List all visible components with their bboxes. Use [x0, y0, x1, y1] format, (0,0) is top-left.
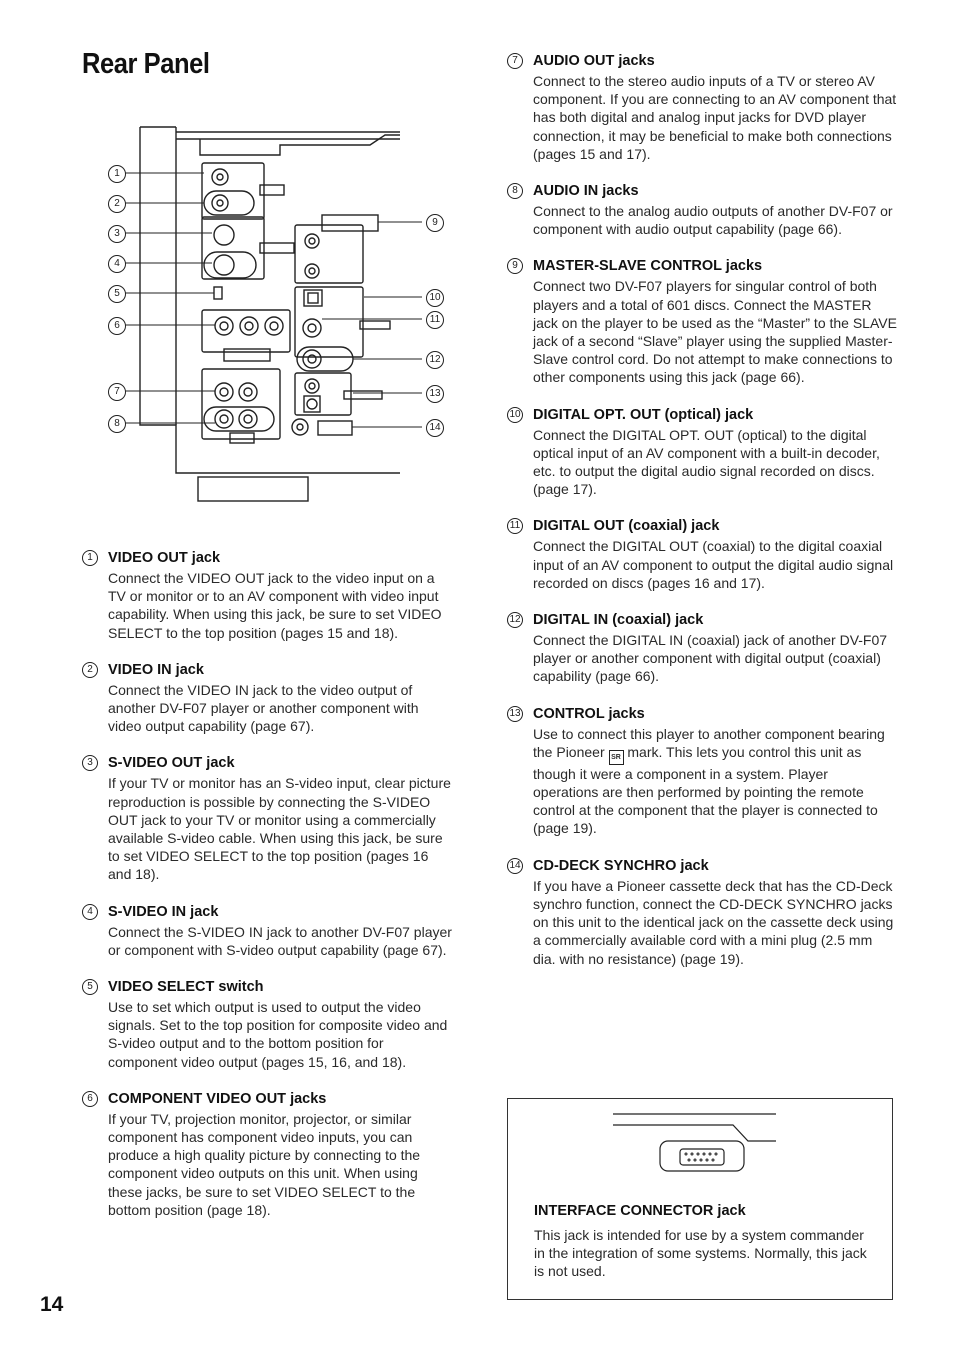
interface-body: This jack is intended for use by a system commander in the integration of some systems. Normally, this jack is not used. [534, 1227, 867, 1280]
callout-14: 14 [426, 419, 444, 437]
item-control [507, 704, 897, 838]
item-number: 1 [82, 550, 98, 566]
item-number: 3 [82, 755, 98, 771]
page-number: 14 [40, 1293, 64, 1316]
item-body [533, 725, 897, 838]
item-title: AUDIO IN jacks [533, 183, 639, 200]
item-number: 11 [507, 518, 523, 534]
item-body: Connect the DIGITAL IN (coaxial) jack of another DV-F07 player or another component with digital output (coaxial) capability (page 66). [533, 632, 888, 685]
item-body-before: Use to connect this player to another component bearing the Pioneer [533, 725, 885, 760]
interface-connector-icon [608, 1111, 788, 1181]
item-number: 6 [82, 1091, 98, 1107]
item-title: MASTER-SLAVE CONTROL jacks [533, 258, 763, 275]
callout-11: 11 [426, 311, 444, 329]
item-body: Connect the S-VIDEO IN jack to another DV-F07 player or component with S-video output capability (page 67). [108, 923, 452, 958]
item-number: 8 [507, 183, 523, 199]
item-title: CD-DECK SYNCHRO jack [533, 857, 709, 874]
callout-6: 6 [108, 317, 126, 335]
sr-mark-icon: SR [609, 750, 624, 765]
item-digital-in-coaxial [507, 610, 897, 686]
interface-connector-box [507, 1098, 893, 1300]
page-title: Rear Panel [82, 48, 210, 80]
item-body: Connect the VIDEO IN jack to the video output of another DV-F07 player or another component with video output capability (page 67). [108, 681, 419, 735]
item-title: VIDEO IN jack [108, 661, 204, 678]
item-title: VIDEO OUT jack [108, 550, 221, 566]
callout-2: 2 [108, 195, 126, 213]
item-title: AUDIO OUT jacks [533, 53, 655, 69]
callout-7: 7 [108, 383, 126, 401]
item-title: DIGITAL IN (coaxial) jack [533, 612, 704, 629]
item-body: Connect the DIGITAL OPT. OUT (optical) to the digital optical input of an AV component with a built-in decoder, etc. to output the digital audio signal recorded on discs. (page 17). [533, 426, 880, 498]
callout-8: 8 [108, 415, 126, 433]
callout-1: 1 [108, 165, 126, 183]
item-body: Use to set which output is used to output the video signals. Set to the top position for composite video and S-video output and to the bottom position for component video output (pages 15, 16, and 18). [108, 999, 448, 1070]
item-cd-deck-synchro [507, 856, 897, 968]
item-s-video-out [82, 753, 452, 883]
callout-3: 3 [108, 225, 126, 243]
item-video-out [82, 548, 452, 642]
item-digital-out-coaxial [507, 516, 897, 592]
item-body: Connect the DIGITAL OUT (coaxial) to the digital coaxial input of an AV component to output the digital audio signal recorded on discs (pages 16 and 17). [533, 538, 894, 591]
item-body: Connect to the stereo audio inputs of a TV or stereo AV component. If you are connecting to an AV component that has both digital and analog input jacks for DVD player connection, it may be beneficial to make both connections (pages 15 and 17). [533, 73, 897, 162]
callout-10: 10 [426, 289, 444, 307]
item-digital-opt-out [507, 405, 897, 499]
callout-4: 4 [108, 255, 126, 273]
item-title: CONTROL jacks [533, 705, 645, 722]
callout-5: 5 [108, 285, 126, 303]
item-number: 13 [507, 706, 523, 722]
item-audio-out [507, 51, 897, 163]
item-title: S-VIDEO IN jack [108, 903, 219, 920]
left-column [82, 548, 452, 1237]
item-number: 4 [82, 904, 98, 920]
interface-title: INTERFACE CONNECTOR jack [534, 1203, 746, 1219]
item-body: If you have a Pioneer cassette deck that has the CD-Deck synchro function, connect the CD-DECK SYNCHRO jacks on this unit to the identical jack on the cassette deck using a commercially available cord with a mini plug (2.5 mm dia. with no resistance) (page 19). [533, 877, 894, 967]
callout-12: 12 [426, 351, 444, 369]
callout-13: 13 [426, 385, 444, 403]
item-number: 10 [507, 407, 523, 423]
item-number: 9 [507, 258, 523, 274]
item-title: COMPONENT VIDEO OUT jacks [108, 1090, 327, 1107]
item-title: VIDEO SELECT switch [108, 979, 264, 996]
right-column [507, 51, 897, 986]
item-component-video-out [82, 1089, 452, 1219]
item-number: 14 [507, 858, 523, 874]
item-body: Connect two DV-F07 players for singular control of both players and a total of 601 discs. Connect the MASTER jack on the player to be used as the “Master” to the SLAVE jack of a second “Slave” player using the supplied Master-Slave control cord. Do not attempt to make connections to other components using this jack (page 66). [533, 278, 897, 386]
item-title: S-VIDEO OUT jack [108, 755, 235, 772]
item-title: DIGITAL OUT (coaxial) jack [533, 518, 720, 535]
item-number: 7 [507, 53, 523, 69]
item-body: If your TV, projection monitor, projector, or similar component has component video inputs, you can produce a high quality picture by connecting to the component video outputs on this unit. When using these jacks, be sure to set VIDEO SELECT to the bottom position (page 18). [108, 1110, 421, 1218]
item-body-after: mark. This lets you control this unit as though it were a component in a system. Player operations are then performed by pointing the remote control at the component that the player is connected to (page 19). [533, 743, 878, 837]
item-s-video-in [82, 902, 452, 959]
item-master-slave [507, 256, 897, 386]
item-title: DIGITAL OPT. OUT (optical) jack [533, 406, 754, 423]
item-video-in [82, 660, 452, 736]
item-body: Connect to the analog audio outputs of another DV-F07 or component with audio output capability (page 66). [533, 203, 893, 238]
item-audio-in [507, 181, 897, 238]
item-number: 2 [82, 662, 98, 678]
item-number: 12 [507, 612, 523, 628]
callout-9: 9 [426, 214, 444, 232]
item-video-select [82, 977, 452, 1071]
item-body: If your TV or monitor has an S-video input, clear picture reproduction is possible by connecting the S-VIDEO OUT jack to your TV or monitor using a commercially available S-video cable. When using this jack, be sure to set VIDEO SELECT to the top position (pages 16 and 18). [108, 775, 451, 883]
rear-panel-diagram [100, 125, 460, 510]
item-number: 5 [82, 979, 98, 995]
item-body: Connect the VIDEO OUT jack to the video input on a TV or monitor or to an AV component with video input capability. When using this jack, be sure to set VIDEO SELECT to the top position (pages 15 and 18). [108, 570, 442, 641]
